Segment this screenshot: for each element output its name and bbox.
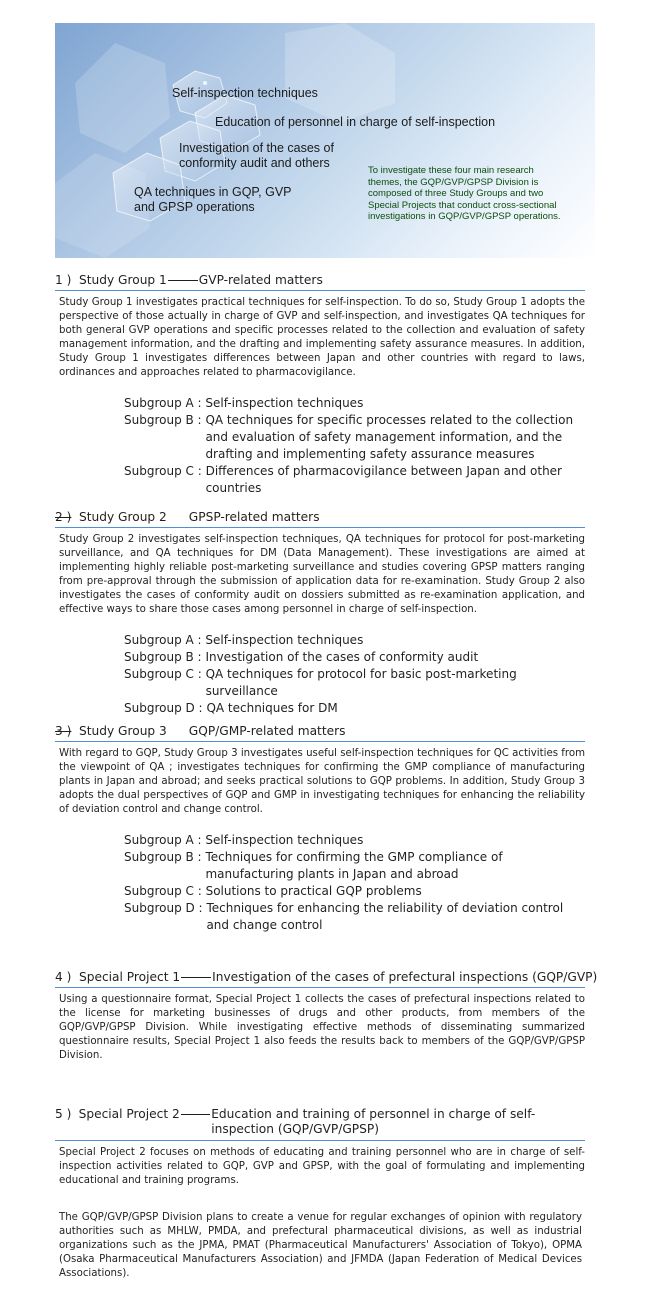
section-topic: GQP/GMP-related matters <box>188 724 346 738</box>
section-study-group-2 <box>55 510 585 717</box>
section-name: Special Project 1 <box>79 970 181 984</box>
subgroup-list <box>124 395 585 497</box>
subgroup-text: Techniques for enhancing the reliability of deviation control and change control <box>206 901 564 932</box>
subgroup-item <box>124 883 585 900</box>
banner-label-self-inspection: Self-inspection techniques <box>172 86 318 100</box>
subgroup-text: Solutions to practical GQP problems <box>205 884 422 898</box>
subgroup-text: QA techniques for protocol for basic post-marketing surveillance <box>205 667 517 698</box>
section-name: Special Project 2 <box>78 1107 180 1121</box>
section-number: 5 ) <box>55 1107 72 1121</box>
subgroup-label: Subgroup D : <box>124 901 203 915</box>
subgroup-text: Investigation of the cases of conformity audit <box>205 650 479 664</box>
section-number: 1 ) <box>55 273 72 287</box>
subgroup-label: Subgroup D : <box>124 701 203 715</box>
subgroup-text: Self-inspection techniques <box>205 396 364 410</box>
section-topic: GVP-related matters <box>198 273 323 287</box>
subgroup-item <box>124 649 585 666</box>
subgroup-item <box>124 463 585 497</box>
subgroup-item <box>124 632 585 649</box>
section-name: Study Group 2 <box>79 510 167 524</box>
section-text: Study Group 1 investigates practical techniques for self-inspection. To do so, Study Group 1 adopts the perspective of those actually in charge of GVP and self-inspection, and investigates QA techniques for both general GVP operations and specific processes related to the collection and evaluation of safety management information, and the drafting and implementing safety assurance measures. In addition, Study Group 1 investigates differences between Japan and other countries with regard to laws, ordinances and approaches related to pharmacovigilance. <box>59 297 585 378</box>
subgroup-label: Subgroup B : <box>124 650 202 664</box>
title-dash <box>168 280 198 281</box>
section-text: Special Project 2 focuses on methods of educating and training personnel who are in charge of self-inspection activities related to GQP, GVP and GPSP, with the goal of formulating and implementing educational and training programs. <box>59 1147 585 1186</box>
subgroup-label: Subgroup C : <box>124 884 202 898</box>
subgroup-label: Subgroup B : <box>124 850 202 864</box>
section-title <box>55 724 585 742</box>
section-title <box>55 510 585 528</box>
section-special-project-1 <box>55 970 598 1063</box>
banner-note: To investigate these four main research themes, the GQP/GVP/GPSP Division is composed of three Study Groups and two Special Projects that conduct cross-sectional investigations in GQP/GVP/GPSP operations. <box>368 165 561 222</box>
section-special-project-2 <box>55 1107 585 1188</box>
banner-label-conformity-audit: Investigation of the cases of conformity audit and others <box>179 141 334 170</box>
section-name: Study Group 3 <box>79 724 167 738</box>
subgroup-label: Subgroup A : <box>124 396 202 410</box>
closing-paragraph: The GQP/GVP/GPSP Division plans to create a venue for regular exchanges of opinion with regulatory authorities such as MHLW, PMDA, and prefectural pharmaceutical divisions, as well as industrial organizations such as the JPMA, PMAT (Pharmaceutical Manufacturers' Association of Tokyo), OPMA (Osaka Pharmaceutical Manufacturers Association) and JFMDA (Japan Federation of Medical Devices Associations). <box>59 1212 582 1279</box>
subgroup-list <box>124 632 585 717</box>
section-number: 3 ) <box>55 724 72 738</box>
section-topic: Investigation of the cases of prefectural inspections (GQP/GVP) <box>212 970 598 984</box>
section-title <box>55 1107 585 1141</box>
section-topic: Education and training of personnel in charge of self-inspection (GQP/GVP/GPSP) <box>211 1107 536 1136</box>
subgroup-label: Subgroup A : <box>124 833 202 847</box>
section-text: With regard to GQP, Study Group 3 investigates useful self-inspection techniques for QC activities from the viewpoint of QA ; investigates techniques for confirming the GMP compliance of manufacturing plants in Japan and abroad; and seeks practical solutions to GQP problems. In addition, Study Group 3 adopts the dual perspectives of GQP and GMP in investigating techniques for enhancing the reliability of deviation control and change control. <box>59 748 585 815</box>
section-text: Study Group 2 investigates self-inspection techniques, QA techniques for protocol for post-marketing surveillance, and QA techniques for DM (Data Management). These investigations are aimed at implementing highly reliable post-marketing surveillance and studies covering GPSP matters ranging from pre-approval through the submission of application data for re-examination. Study Group 2 also investigates the cases of conformity audit on dossiers submitted as re-examination application, and effective ways to share those cases among personnel in charge of self-inspection. <box>59 534 585 615</box>
subgroup-list <box>124 832 585 934</box>
subgroup-item <box>124 832 585 849</box>
subgroup-item <box>124 395 585 412</box>
section-title <box>55 273 585 291</box>
subgroup-label: Subgroup A : <box>124 633 202 647</box>
subgroup-item <box>124 849 585 883</box>
subgroup-text: QA techniques for DM <box>206 701 338 715</box>
subgroup-text: Self-inspection techniques <box>205 833 364 847</box>
section-title <box>55 970 598 988</box>
section-number: 2 ) <box>55 510 72 524</box>
section-study-group-3 <box>55 724 585 934</box>
subgroup-text: Self-inspection techniques <box>205 633 364 647</box>
section-number: 4 ) <box>55 970 72 984</box>
banner-label-education: Education of personnel in charge of self-inspection <box>215 115 496 129</box>
section-text: Using a questionnaire format, Special Project 1 collects the cases of prefectural inspections related to the license for marketing businesses of drugs and other products, from members of the GQP/GVP/GPSP Division. While investigating effective methods of disseminating summarized questionnaire results, Special Project 1 also feeds the results back to members of the GQP/GVP/GPSP Division. <box>59 994 585 1061</box>
banner-label-qa-techniques: QA techniques in GQP, GVP and GPSP operations <box>134 185 292 214</box>
subgroup-item <box>124 900 585 934</box>
subgroup-label: Subgroup B : <box>124 413 202 427</box>
subgroup-label: Subgroup C : <box>124 667 202 681</box>
title-dash <box>181 1114 211 1137</box>
subgroup-text: Differences of pharmacovigilance between Japan and other countries <box>205 464 562 495</box>
title-dash <box>181 977 211 978</box>
subgroup-label: Subgroup C : <box>124 464 202 478</box>
subgroup-text: QA techniques for specific processes related to the collection and evaluation of safety management information, and the drafting and implementing safety assurance measures <box>205 413 574 461</box>
subgroup-item <box>124 666 585 700</box>
subgroup-text: Techniques for confirming the GMP compliance of manufacturing plants in Japan and abroad <box>205 850 503 881</box>
section-topic: GPSP-related matters <box>188 510 320 524</box>
subgroup-item <box>124 700 585 717</box>
section-study-group-1 <box>55 273 585 497</box>
section-name: Study Group 1 <box>79 273 167 287</box>
theme-banner <box>55 23 595 258</box>
subgroup-item <box>124 412 585 463</box>
